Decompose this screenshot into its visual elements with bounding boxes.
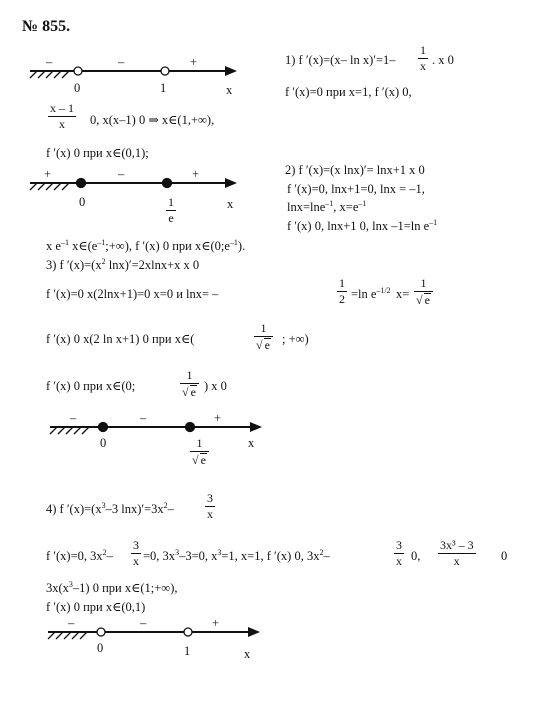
p1-line1-tail: . x 0	[432, 53, 454, 67]
label-zero-3: 0	[100, 436, 107, 450]
sign-1b: –	[118, 55, 125, 69]
p2-line4: f ′(x) 0, lnx+1 0, lnx –1=ln $e^{-1}$	[287, 217, 438, 233]
p3-line4b: ) x 0	[204, 379, 227, 393]
p2-line2: f ′(x)=0, lnx+1=0, lnx = –1,	[287, 182, 425, 196]
label-x-3: x	[248, 436, 255, 450]
label-x-2: x	[227, 197, 234, 211]
p4-line2h: 0	[501, 549, 508, 563]
label-inv-e-2: 1 e	[168, 195, 174, 225]
label-one-1: 1	[160, 81, 167, 95]
label-x-4: x	[244, 647, 251, 661]
p2-line5: x $e^{-1}$ $x\in(e^{-1};+\infty)$, f ′(x) 0 при $x\in(0;e^{-1})$.	[46, 237, 246, 253]
p2-line1: 2) f ′(x)=(x lnx)′= lnx+1 x 0	[285, 163, 425, 177]
sign-3a: –	[70, 411, 77, 425]
label-inv-sqrt-e-3: 1 √ e	[190, 437, 209, 466]
p1-ineq-frac: x – 1 x	[50, 101, 74, 131]
label-zero-2: 0	[79, 195, 86, 209]
p4-line2-frac3: 3x³ – 3 x	[440, 538, 474, 568]
p4-line2c: =0, $3x^3-3=0$, $x^3=1$, x=1, f ′(x) 0, $3x^2-$	[143, 547, 330, 563]
label-zero-1: 0	[74, 81, 81, 95]
p4-line1: 4) f $'(x)=(x^3-3$ $\ln x)'=3x^2-$	[46, 500, 174, 516]
p3-line4a: f ′(x) 0 при x∈(0;	[46, 379, 136, 393]
p3-line2b: =ln $e^{-1/2}$	[351, 285, 391, 301]
p4-line2-frac2: 3 x	[396, 538, 402, 568]
p2-line3: lnx=lne$^{-1}$, $x=e^{-1}$	[287, 198, 367, 214]
p4-line2-frac: 3 x	[133, 538, 139, 568]
sign-3c: +	[214, 411, 222, 425]
p4-line3: $3x(x^3-1)$ 0 при x∈(1;+∞),	[46, 579, 178, 595]
p3-line3b: ; +∞)	[282, 332, 309, 346]
p1-line4: f ′(x) 0 при x∈(0,1);	[46, 146, 149, 160]
p3-line1: 3) f $'(x)=(x^2$ lnx)′=2xlnx+x x 0	[46, 256, 200, 272]
label-one-4: 1	[184, 644, 191, 658]
sign-4b: –	[140, 616, 147, 630]
p3-line2c: x=	[396, 287, 410, 301]
p4-line4: f ′(x) 0 при x∈(0,1)	[46, 600, 146, 614]
sign-4c: +	[212, 616, 220, 630]
p4-line1-frac: 3 x	[207, 491, 213, 521]
p3-line4-frac: 1 √ e	[180, 369, 199, 398]
p1-line1: 1) f ′(x)=(x– ln x)′=1–	[285, 53, 396, 67]
p4-line2a: f ′(x)=0, $3x^2-$	[46, 547, 113, 563]
sign-4a: –	[68, 616, 75, 630]
p1-line2: f ′(x)=0 при x=1, f ′(x) 0,	[285, 85, 412, 99]
sign-2c: +	[192, 167, 200, 181]
p1-ineq-tail: 0, x(x–1) 0 ⇒ x∈(1,+∞),	[90, 113, 215, 127]
sign-3b: –	[140, 411, 147, 425]
sign-1c: +	[190, 55, 198, 69]
p4-line2g: 0,	[411, 549, 421, 563]
p3-line2a: f ′(x)=0 x(2lnx+1)=0 x=0 и lnx= –	[46, 287, 219, 301]
p3-line3-frac: 1 √ e	[254, 322, 273, 351]
sign-2a: +	[44, 167, 52, 181]
label-zero-4: 0	[97, 641, 104, 655]
p1-frac: 1 x	[420, 43, 426, 73]
label-x-1: x	[226, 83, 233, 97]
problem-number: № 855.	[22, 18, 71, 35]
p3-line2-frac2: 1 √ e	[414, 277, 433, 306]
sign-2b: –	[118, 167, 125, 181]
p3-line2-frac: 1 2	[339, 276, 345, 306]
p3-line3a: f ′(x) 0 x(2 ln x+1) 0 при x∈(	[46, 332, 195, 346]
sign-1a: –	[46, 55, 53, 69]
